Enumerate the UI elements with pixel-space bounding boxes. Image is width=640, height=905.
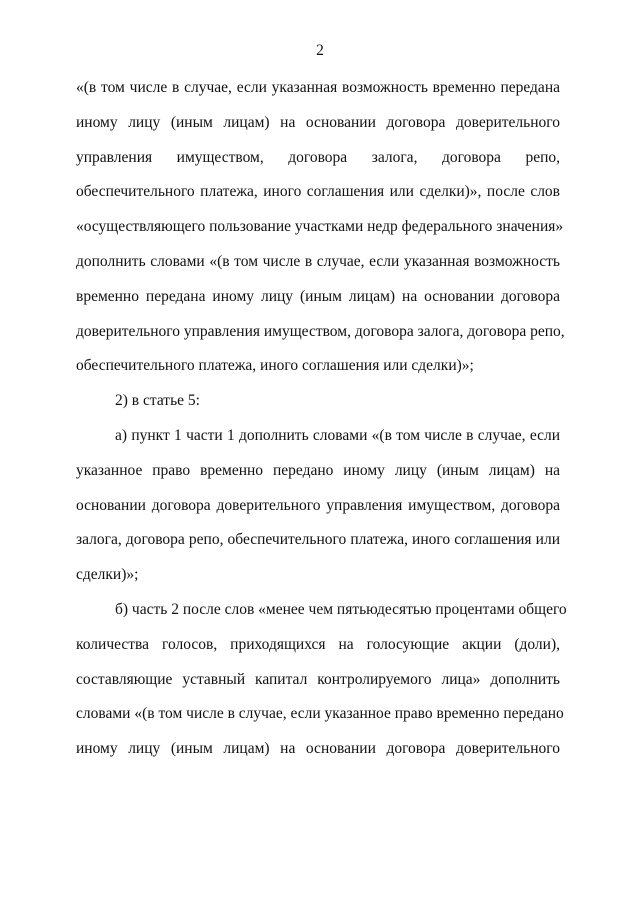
text-line-3: управления имуществом, договора залога, договора репо,	[76, 149, 560, 166]
text-line-1: «(в том числе в случае, если указанная возможность временно передана	[76, 79, 560, 96]
text-line-20: иному лицу (иным лицам) на основании договора доверительного	[76, 740, 560, 757]
text-line-6: дополнить словами «(в том числе в случае, если указанная возможность	[76, 253, 560, 270]
text-line-5: «осуществляющего пользование участками недр федерального значения»	[76, 218, 564, 235]
text-line-19: словами «(в том числе в случае, если указанное право временно передано	[76, 705, 564, 722]
text-line-18: составляющие уставный капитал контролируемого лица» дополнить	[76, 671, 560, 688]
text-line-16: б) часть 2 после слов «менее чем пятьюдесятью процентами общего	[115, 601, 567, 618]
text-line-17: количества голосов, приходящихся на голосующие акции (доли),	[76, 636, 560, 653]
page-number: 2	[316, 42, 324, 59]
text-line-8: доверительного управления имуществом, договора залога, договора репо,	[76, 323, 565, 340]
text-line-12: указанное право временно передано иному лицу (иным лицам) на	[76, 462, 560, 479]
text-line-7: временно передана иному лицу (иным лицам) на основании договора	[76, 288, 560, 305]
text-line-15: сделки)»;	[76, 566, 139, 583]
text-line-9: обеспечительного платежа, иного соглашения или сделки)»;	[76, 357, 474, 374]
text-line-14: залога, договора репо, обеспечительного платежа, иного соглашения или	[76, 531, 560, 548]
text-line-10: 2) в статье 5:	[115, 392, 200, 409]
text-line-13: основании договора доверительного управления имуществом, договора	[76, 497, 560, 514]
text-line-2: иному лицу (иным лицам) на основании договора доверительного	[76, 114, 560, 131]
text-line-4: обеспечительного платежа, иного соглашения или сделки)», после слов	[76, 183, 560, 200]
text-line-11: а) пункт 1 части 1 дополнить словами «(в том числе в случае, если	[115, 427, 560, 444]
